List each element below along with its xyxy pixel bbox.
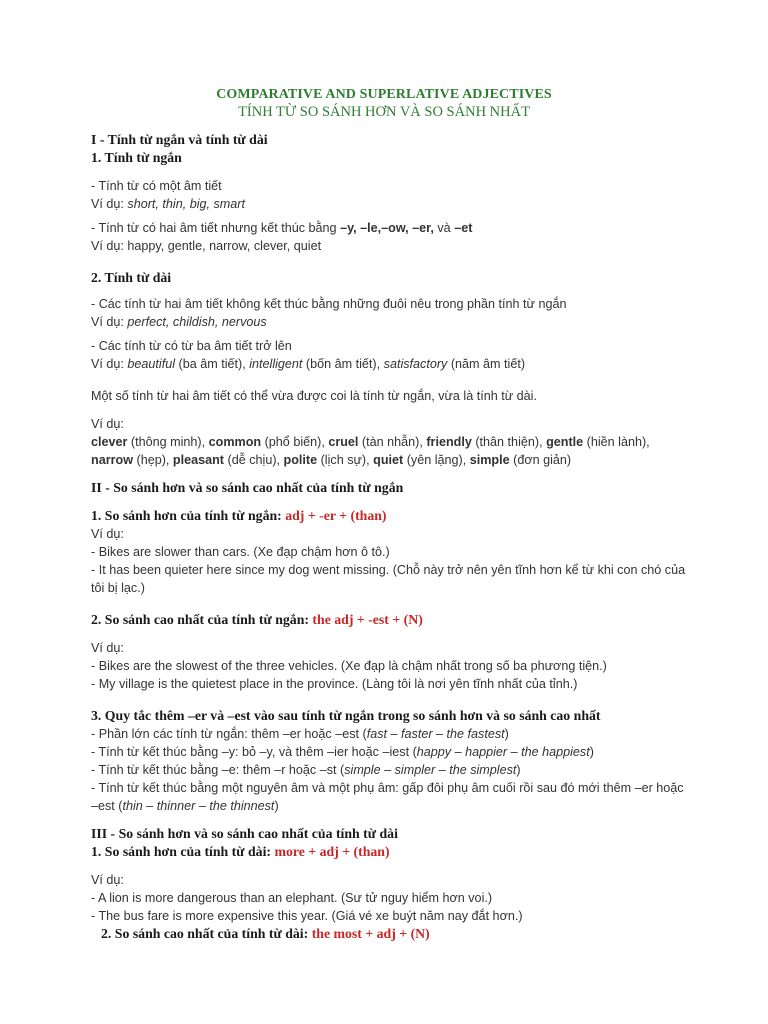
formula: adj + -er + (than) [285,508,387,523]
heading-text: 2. So sánh cao nhất của tính từ dài: [101,926,312,941]
text: - Tính từ kết thúc bằng –y: bỏ –y, và thêm –ier hoặc –iest ( [91,745,417,759]
heading-text: 1. So sánh hơn của tính từ dài: [91,844,275,859]
text-line: - Các tính từ hai âm tiết không kết thúc bằng những đuôi nêu trong phần tính từ ngắn [91,297,567,311]
text: (năm âm tiết) [447,357,526,371]
example-words: fast – faster – the fastest [366,727,505,741]
vocab-meaning: (thân thiện), [471,435,547,449]
example-line: - A lion is more dangerous than an elephant. (Sư tử nguy hiểm hơn voi.) [91,891,493,905]
suffix-et: –et [454,221,473,235]
example-line: - Bikes are slower than cars. (Xe đạp chậm hơn ô tô.) [91,545,390,559]
comparative-short-heading [91,507,691,525]
formula: the adj + -est + (N) [312,612,423,627]
section-1-heading: I - Tính từ ngắn và tính từ dài [91,132,268,147]
rule-line [91,743,691,761]
vocab-meaning: (dễ chịu), [224,453,284,467]
superlative-long-heading [91,925,691,943]
example-words: simple – simpler – the simplest [344,763,517,777]
text-line: - Các tính từ có từ ba âm tiết trở lên [91,339,292,353]
superlative-short-heading [91,611,691,629]
example-label: Ví dụ: [91,315,128,329]
heading-text: 2. So sánh cao nhất của tính từ ngắn: [91,612,313,627]
vocab-word: friendly [426,435,472,449]
vocab-meaning: (tàn nhẫn), [358,435,427,449]
vocab-meaning: (hiền lành), [583,435,650,449]
text: (ba âm tiết), [175,357,250,371]
text: và [433,221,455,235]
section-2-heading: II - So sánh hơn và so sánh cao nhất của tính từ ngắn [91,480,404,495]
vocab-word: clever [91,435,128,449]
example-label: Ví dụ: [91,641,124,655]
vocab-meaning: (hẹp), [133,453,173,467]
vocab-word: pleasant [172,453,225,467]
suffix-list: –y, –le,–ow, –er, [340,221,434,235]
text-line: - Tính từ có một âm tiết [91,179,222,193]
example-line [91,195,691,213]
example-label: Ví dụ: [91,417,124,431]
section-3-heading: III - So sánh hơn và so sánh cao nhất của tính từ dài [91,826,398,841]
formula: more + adj + (than) [274,844,390,859]
example-label: Ví dụ: [91,197,128,211]
title-vietnamese: TÍNH TỪ SO SÁNH HƠN VÀ SO SÁNH NHẤT [238,104,530,120]
text-line: Một số tính từ hai âm tiết có thể vừa được coi là tính từ ngắn, vừa là tính từ dài. [91,389,537,403]
text-line [91,219,691,237]
vocab-word: gentle [546,435,584,449]
short-adjectives-heading: 1. Tính từ ngắn [91,150,182,165]
vocab-word: simple [469,453,510,467]
rule-line [91,725,691,743]
text: ) [589,745,594,759]
title-english: COMPARATIVE AND SUPERLATIVE ADJECTIVES [216,87,552,102]
example-label: Ví dụ: [91,527,124,541]
example-words: perfect, childish, nervous [127,315,267,329]
vocab-word: common [208,435,262,449]
text: ) [274,799,279,813]
example-word: satisfactory [383,357,448,371]
vocab-meaning: (thông minh), [127,435,209,449]
example-line: - It has been quieter here since my dog went missing. (Chỗ này trở nên yên tĩnh hơn kể từ khi con chó của tôi bị lạc.) [91,563,686,595]
text: ) [504,727,509,741]
vocab-meaning: (đơn giản) [509,453,572,467]
vocab-meaning: (phổ biến), [261,435,329,449]
text: ) [516,763,521,777]
example-word: intelligent [249,357,303,371]
example-line: Ví dụ: happy, gentle, narrow, clever, quiet [91,239,322,253]
heading-text: 1. So sánh hơn của tính từ ngắn: [91,508,286,523]
vocab-word: cruel [328,435,359,449]
example-words: thin – thinner – the thinnest [122,799,275,813]
example-line: - The bus fare is more expensive this year. (Giá vé xe buýt năm nay đắt hơn.) [91,909,523,923]
document-body [91,131,691,943]
example-label: Ví dụ: [91,357,128,371]
rules-heading: 3. Quy tắc thêm –er và –est vào sau tính từ ngắn trong so sánh hơn và so sánh cao nhất [91,708,601,723]
example-line [91,355,691,373]
text: - Tính từ kết thúc bằng một nguyên âm và một phụ âm: gấp đôi phụ âm cuối rồi sau đó mới thêm –er hoặc –est ( [91,781,684,813]
text: - Tính từ có hai âm tiết nhưng kết thúc bằng [91,221,341,235]
vocab-word: polite [283,453,318,467]
long-adjectives-heading: 2. Tính từ dài [91,270,172,285]
example-line: - Bikes are the slowest of the three vehicles. (Xe đạp là chậm nhất trong số ba phương tiện.) [91,659,607,673]
vocab-word: quiet [373,453,404,467]
text: - Tính từ kết thúc bằng –e: thêm –r hoặc –st ( [91,763,345,777]
formula: the most + adj + (N) [311,926,430,941]
vocab-word: narrow [91,453,133,467]
text: - Phần lớn các tính từ ngắn: thêm –er hoặc –est ( [91,727,367,741]
example-line: - My village is the quietest place in the province. (Làng tôi là nơi yên tĩnh nhất của tỉnh.) [91,677,578,691]
text: (bốn âm tiết), [302,357,384,371]
example-word: beautiful [127,357,176,371]
rule-line [91,779,691,815]
example-words: happy – happier – the happiest [416,745,590,759]
word-list [91,433,691,469]
rule-line [91,761,691,779]
vocab-meaning: (yên lặng), [403,453,470,467]
example-label: Ví dụ: [91,873,124,887]
comparative-long-heading [91,843,691,861]
example-line [91,313,691,331]
example-words: short, thin, big, smart [127,197,245,211]
vocab-meaning: (lịch sự), [317,453,374,467]
